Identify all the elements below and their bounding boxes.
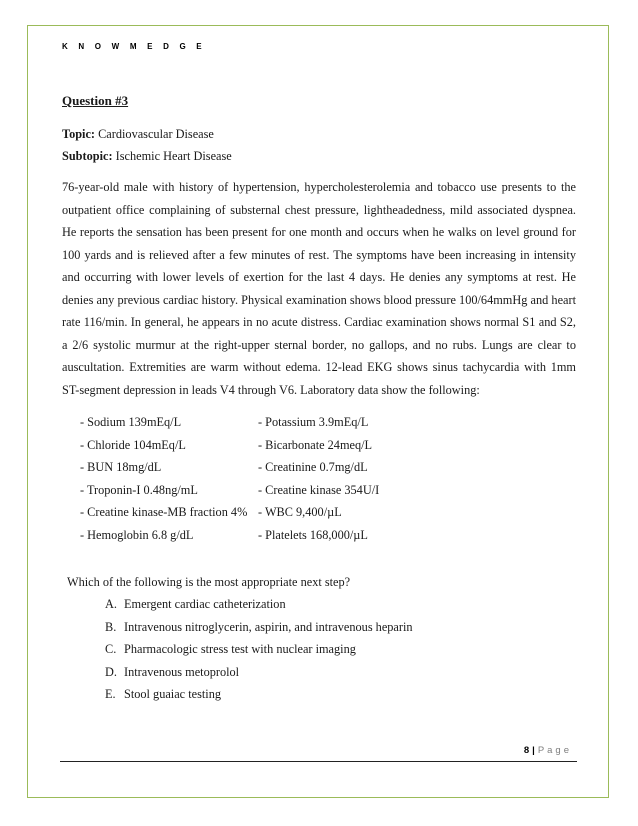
answer-option-a[interactable]	[105, 593, 576, 616]
option-letter: A.	[105, 597, 117, 611]
answer-option-b[interactable]	[105, 616, 576, 639]
page-footer	[524, 745, 572, 756]
subtopic-label: Subtopic:	[62, 149, 113, 163]
option-letter: D.	[105, 664, 117, 679]
lab-row	[80, 456, 576, 479]
question-content	[62, 92, 576, 706]
option-text: Pharmacologic stress test with nuclear imaging	[124, 642, 356, 656]
lab-value: - WBC 9,400/µL	[258, 505, 342, 519]
subtopic-row	[62, 145, 576, 167]
clinical-vignette: 76-year-old male with history of hypertension, hypercholesterolemia and tobacco use presents to the outpatient office complaining of substernal chest pressure, lightheadedness, mild associated dyspnea. He reports the sensation has been present for one month and occurs when he walks on level ground for 100 yards and is relieved after a few minutes of rest. The symptoms have been increasing in intensity and occurring with lower levels of exertion for the last 4 days. He denies any symptoms at rest. He denies any previous cardiac history. Physical examination shows blood pressure 100/64mmHg and heart rate 116/min. In general, he appears in no acute distress. Cardiac examination shows normal S1 and S2, a 2/6 systolic murmur at the right-upper sternal border, no gallops, and no rubs. Lungs are clear to auscultation. Extremities are warm without edema. 12-lead EKG shows sinus tachycardia with 1mm ST-segment depression in leads V4 through V6. Laboratory data show the following:	[62, 180, 576, 397]
topic-row	[62, 123, 576, 145]
lab-value: - Creatinine 0.7mg/dL	[258, 460, 368, 474]
option-text: Emergent cardiac catheterization	[124, 597, 286, 611]
lab-row	[80, 524, 576, 547]
option-letter: E.	[105, 687, 116, 701]
lab-value: - Creatine kinase 354U/I	[258, 482, 380, 497]
lab-row	[80, 501, 576, 524]
page-word: Page	[537, 745, 572, 756]
subtopic-value: Ischemic Heart Disease	[115, 149, 232, 163]
lab-value: - BUN 18mg/dL	[80, 460, 162, 474]
question-title: Question #3	[62, 93, 129, 108]
lab-value: - Sodium 139mEq/L	[80, 415, 182, 429]
lab-values	[80, 411, 576, 546]
footer-rule	[60, 761, 577, 762]
question-meta	[62, 123, 576, 167]
lab-value: - Platelets 168,000/µL	[258, 527, 368, 542]
option-letter: B.	[105, 619, 117, 634]
lab-value: - Potassium 3.9mEq/L	[258, 415, 369, 429]
lab-value: - Creatine kinase-MB fraction 4%	[80, 505, 248, 519]
answer-options	[105, 593, 576, 706]
lab-row	[80, 479, 576, 502]
lab-value: - Chloride 104mEq/L	[80, 437, 186, 452]
lab-value: - Bicarbonate 24meq/L	[258, 437, 373, 452]
lab-value: - Troponin-I 0.48ng/mL	[80, 482, 198, 497]
option-text: Intravenous nitroglycerin, aspirin, and intravenous heparin	[124, 619, 413, 634]
topic-value: Cardiovascular Disease	[98, 127, 214, 141]
answer-option-c[interactable]	[105, 638, 576, 661]
option-text: Stool guaiac testing	[124, 687, 221, 701]
footer-separator: |	[532, 745, 535, 756]
option-letter: C.	[105, 642, 117, 656]
lab-row	[80, 411, 576, 434]
answer-option-d[interactable]	[105, 661, 576, 684]
header-brand: K N O W M E D G E	[62, 42, 206, 51]
question-stem: Which of the following is the most appropriate next step?	[67, 575, 351, 589]
topic-label: Topic:	[62, 127, 96, 141]
option-text: Intravenous metoprolol	[124, 664, 240, 679]
page-number: 8	[523, 745, 530, 756]
answer-option-e[interactable]	[105, 683, 576, 706]
lab-row	[80, 434, 576, 457]
lab-value: - Hemoglobin 6.8 g/dL	[80, 527, 194, 542]
